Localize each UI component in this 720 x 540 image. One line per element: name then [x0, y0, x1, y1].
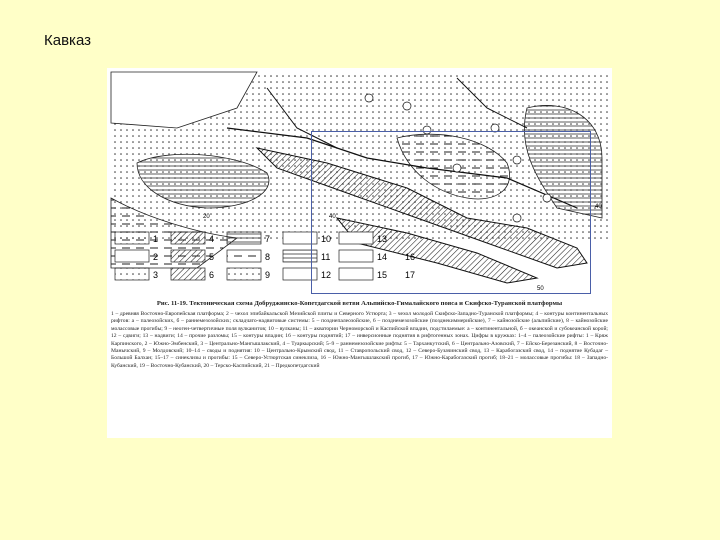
legend-number: 7	[265, 234, 271, 244]
map-label: 40	[329, 214, 336, 220]
legend-number: 9	[265, 270, 271, 280]
legend-number: 11	[321, 252, 331, 262]
legend-number: 12	[321, 270, 332, 280]
caption-body: 1 – древняя Восточно-Европейская платформа; 2 – чехол эпибайкальской Мезийской плиты и Северного Устюрта; 3 – чехол молодой Скифско-Западно-Туранской платформы; 4 – контуры континентальных рифтов: а – палеозойских, б – раннемезозойских; складчато-надвиговые системы: 5 – позднепалеозойские, 6 – позднемезозойские (позднекиммерийские), 7 – кайнозойские (альпийские), 8 – кайнозойские молассовые прогибы; 9 – неоген-четвертичные поля вулканитов; 10 – вулканы; 11 – акватории Черноморской и Каспийской впадин, подстилаемые: а – континентальной, б – океанской и субокеанской корой; 12 – сдвиги; 13 – надвиги; 14 – прочие разломы; 15 – контуры впадин; 16 – контуры поднятий; 17 – инверсионные поднятия в рифтогенных зонах. Цифры в кружках: 1–4 – палеозойские рифты: 1 – Кряж Карпинского, 2 – Южно-Эмбенский, 3 – Центрально-Мангышлакский, 4 – Туаркырский; 5–9 – раннемезозойские рифты: 5 – Тарханкутский, 6 – Центрально-Азовский, 7 – Ейско-Березанский, 8 – Восточно-Манычский, 9 – Молдовский; 10–14 – своды и поднятия: 10 – Центрально-Крымский свод, 11 – Ставропольский свод, 12 – Северо-Бузачинский свод, 13 – Карабогазский свод, 14 – поднятие Кубадаг – Большой Балхан; 15–17 – синеклизы и прогибы: 15 – Северо-Устюртская синеклиза, 16 – Южно-Мангышлакский прогиб, 17 – Южно-Карабогазский прогиб; 18–21 – молассовые прогибы: 18 – Западно-Кубанский, 19 – Восточно-Кубанский, 20 – Терско-Каспийский, 21 – Предкопетдагский	[111, 311, 608, 369]
legend-number: 1	[153, 234, 159, 244]
legend-number: 2	[153, 252, 159, 262]
map-label: 50	[537, 286, 544, 292]
legend-number: 16	[405, 252, 416, 262]
caption-title: Рис. 11-19. Тектоническая схема Добруджинско-Копетдагской ветви Альпийско-Гималайского пояса и Скифско-Туранской платформы	[156, 300, 563, 307]
tectonic-figure	[107, 68, 612, 438]
legend-number: 6	[209, 270, 215, 280]
legend-number: 13	[377, 234, 388, 244]
legend-number: 3	[153, 270, 159, 280]
legend-number: 15	[377, 270, 388, 280]
legend-number: 10	[321, 234, 332, 244]
slide-title: Кавказ	[44, 32, 91, 49]
figure-caption	[111, 300, 608, 370]
highlight-frame	[311, 131, 591, 294]
legend-number: 17	[405, 270, 416, 280]
legend-number: 4	[209, 234, 215, 244]
map-label: 20	[203, 214, 210, 220]
legend-number: 14	[377, 252, 388, 262]
legend-number: 8	[265, 252, 271, 262]
map-label: 40	[595, 204, 602, 210]
legend-number: 5	[209, 252, 215, 262]
